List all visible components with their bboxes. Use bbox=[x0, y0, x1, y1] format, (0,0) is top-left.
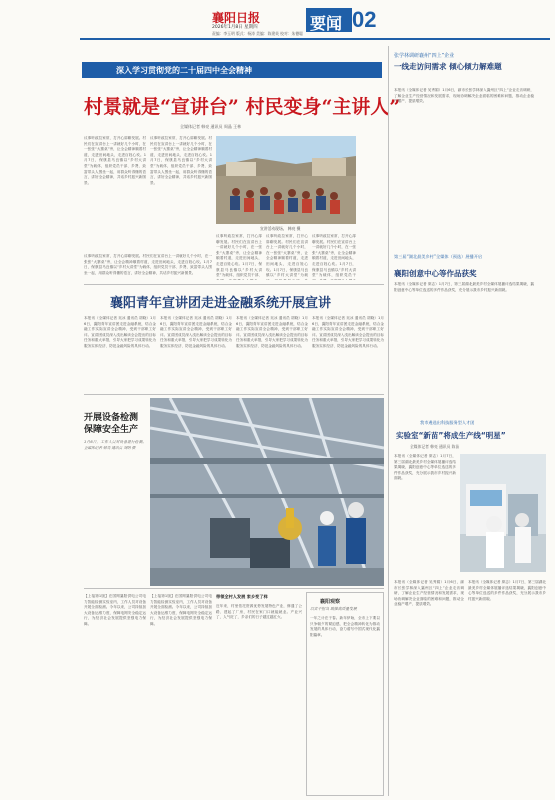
commentary-title: 襄阳观察 bbox=[320, 599, 341, 605]
bottom-left-body-col1: 【上接第1版】在国网襄阳供电公司电力智能检测实验室内，工作人员对设备开展全面检测。今年以来，公司持续加大设备运维力度，保障电网安全稳定运行，为经济社会发展提供坚强电力保障。 bbox=[84, 594, 146, 626]
right-bottom-body-col2: 本报讯（全媒体记者 廖志）1月7日，第三届湖北最美乡村全媒体展播评选结果揭晓，襄阳创意中心等单位选送的多件作品获奖，充分展示我市乡村振兴新面貌。 bbox=[468, 580, 546, 601]
bottom-mid-subhead: 带领全村人发展 家乡变了样 bbox=[216, 594, 268, 599]
lead-byline: 全媒体记者 韩亮 通讯员 周晶 王林 bbox=[180, 124, 242, 129]
second-headline: 襄阳青年宣讲团走进金融系统开展宣讲 bbox=[110, 296, 332, 311]
right-story2-body: 本报讯（全媒体记者 廖志）1月7日，第三届湖北最美乡村全媒体展播评选结果揭晓，襄阳创意中心等单位选送的多件作品获奖，充分展示我市乡村振兴新面貌。 bbox=[394, 282, 534, 292]
right-story1-body: 本报讯（全媒体记者 吴秀娟）1月6日，副市长张学林深入襄州区“四上”企业走访调研，了解企业生产经营情况和发展需求，现场协调解决企业面临的困难和问题，推动企业稳产增产、提质增效。 bbox=[394, 88, 534, 104]
lead-body-col5: 议事听政拉家常，打开心扉聊发展。村民们在宣讲台上一讲就好几个小时，在一张张“大寨桌”旁，让全会精神顺着村道，走进田间地头，走进百姓心坎。1月7日，保康县马良镇以“乡村大讲堂”为载 bbox=[266, 234, 308, 278]
paper-logo: 襄阳日报 bbox=[212, 11, 261, 25]
second-body-col4: 本报讯（全媒体记者 吴冰 通讯员 胡晓）1月6日，襄阳青年宣讲团走进金融系统，结合金融工作实际宣讲全会精神，受到干部职工好评。宣讲团成员深入浅出解读全会提出的目标任务和重大举措，引导大家把学习成果转化为服务实体经济、防范金融风险的具体行动。 bbox=[312, 316, 384, 348]
right-story2-headline: 襄阳创意中心等作品获奖 bbox=[394, 269, 477, 278]
lead-headline: 村景就是“宣讲台” 村民变身“主讲人” bbox=[84, 96, 401, 118]
divider-second bbox=[84, 394, 384, 395]
divider-lead bbox=[84, 284, 384, 285]
commentary-subtitle: 以实干担当 助推高质量发展 bbox=[310, 606, 357, 611]
right-column-rule bbox=[388, 46, 389, 796]
divider-bottom-left bbox=[84, 588, 384, 589]
bottom-left-headline: 开展设备检测 保障安全生产 bbox=[84, 413, 139, 435]
lead-body-col1: 议事听政拉家常，打开心扉聊发展。村民们在宣讲台上一讲就好几个小时，在一张张“大寨桌”旁，让全会精神顺着村道，走进田间地头，走进百姓心坎。1月7日，保康县马良镇以“乡村大讲堂”为载体，组织党员干部、乡贤、致富带头人围坐一起，用群众听得懂的语言，讲好全会精神，共话乡村振兴新图景。 bbox=[84, 136, 146, 185]
masthead bbox=[0, 0, 555, 40]
right-story1-kicker: 张学林调研襄州“四上”企业 bbox=[394, 53, 455, 59]
lead-body-col6: 议事听政拉家常，打开心扉聊发展。村民们在宣讲台上一讲就好几个小时，在一张张“大寨桌”旁，让全会精神顺着村道，走进田间地头，走进百姓心坎。1月7日，保康县马良镇以“乡村大讲堂”为载体，组织党员干 bbox=[312, 234, 356, 278]
second-body-col3: 本报讯（全媒体记者 吴冰 通讯员 胡晓）1月6日，襄阳青年宣讲团走进金融系统，结合金融工作实际宣讲全会精神，受到干部职工好评。宣讲团成员深入浅出解读全会提出的目标任务和重大举措，引导大家把学习成果转化为服务实体经济、防范金融风险的具体行动。 bbox=[236, 316, 308, 348]
lead-photo-caption: 宣讲活动现场。 韩亮 摄 bbox=[260, 226, 301, 231]
right-story3-body: 本报讯（全媒体记者 廖志）1月7日，第三届湖北最美乡村全媒体展播评选结果揭晓，襄阳创意中心等单位选送的多件作品获奖，充分展示我市乡村振兴新面貌。 bbox=[394, 454, 456, 481]
right-story3-kicker: 我市遴选出科技服务型人才团 bbox=[420, 420, 475, 425]
lead-body-col2: 议事听政拉家常，打开心扉聊发展。村民们在宣讲台上一讲就好几个小时，在一张张“大寨桌”旁，让全会精神顺着村道，走进田间地头，走进百姓心坎。1月7日，保康县马良镇以“乡村大讲堂”为载体，组织党员干部、乡贤、致富带头人围坐一起，用群众听得懂的语言，讲好全会精神，共话乡村振兴新图景。 bbox=[150, 136, 212, 185]
page-number: 02 bbox=[352, 7, 377, 32]
section-title: 要闻 bbox=[310, 14, 343, 33]
right-bottom-body-col1: 本报讯（全媒体记者 吴秀娟）1月6日，副市长张学林深入襄州区“四上”企业走访调研，了解企业生产经营情况和发展需求，现场协调解决企业面临的困难和问题，推动企业稳产增产、提质增效。 bbox=[394, 580, 464, 607]
right-story3-byline: 全媒体记者 韩亮 通讯员 陈苗 bbox=[410, 444, 460, 449]
lead-photo bbox=[216, 136, 356, 224]
bottom-left-body-col2: 【上接第1版】在国网襄阳供电公司电力智能检测实验室内，工作人员对设备开展全面检测。今年以来，公司持续加大设备运维力度，保障电网安全稳定运行，为经济社会发展提供坚强电力保障。 bbox=[150, 594, 212, 626]
bottom-mid-body: 近年来，村里依托资源优势发展特色产业，修通了公路、建起了厂房，村民在家门口就能就业。产业兴了，人气旺了，乡亲们的日子越过越红火。 bbox=[216, 604, 302, 620]
lab-photo bbox=[460, 454, 546, 572]
second-body-col1: 本报讯（全媒体记者 吴冰 通讯员 胡晓）1月6日，襄阳青年宣讲团走进金融系统，结合金融工作实际宣讲全会精神，受到干部职工好评。宣讲团成员深入浅出解读全会提出的目标任务和重大举措，引导大家把学习成果转化为服务实体经济、防范金融风险的具体行动。 bbox=[84, 316, 156, 348]
factory-photo bbox=[150, 398, 384, 586]
lead-body-col4: 议事听政拉家常，打开心扉聊发展。村民们在宣讲台上一讲就好几个小时，在一张张“大寨桌”旁，让全会精神顺着村道，走进田间地头，走进百姓心坎。1月7日，保康县马良镇以“乡村大讲堂”为载体，组织党员干部、 bbox=[216, 234, 262, 278]
date-line: 2026年1月8日 星期四 bbox=[212, 25, 258, 30]
commentary-body: 一年之计在于春。新年伊始，全市上下要以只争朝夕的紧迫感，把全会精神转化为推动发展的具体行动，奋力谱写中国式现代化襄阳篇章。 bbox=[310, 616, 380, 637]
lead-body-col3: 议事听政拉家常，打开心扉聊发展。村民们在宣讲台上一讲就好几个小时，在一张张“大寨桌”旁，让全会精神顺着村道，走进田间地头，走进百姓心坎。1月7日，保康县马良镇以“乡村大讲堂”为载体，组织党员干部、乡贤、致富带头人围坐一起，用群众听得懂的语言，讲好全会精神，共话乡村振兴新图景。 bbox=[84, 254, 212, 275]
bottom-left-caption: 1月6日，工作人员对设备进行检测。 全媒体记者 韩亮 通讯员 刘明 摄 bbox=[84, 440, 146, 450]
right-story2-kicker: 第三届“湖北最美乡村”全媒体（预选）展播开启 bbox=[394, 254, 483, 259]
theme-banner-text: 深入学习贯彻党的二十届四中全会精神 bbox=[116, 66, 252, 75]
editor-line: 责编：李玉明 版式：杨涛 美编：陈建英 校对：朱德聪 bbox=[212, 31, 303, 36]
second-body-col2: 本报讯（全媒体记者 吴冰 通讯员 胡晓）1月6日，襄阳青年宣讲团走进金融系统，结合金融工作实际宣讲全会精神，受到干部职工好评。宣讲团成员深入浅出解读全会提出的目标任务和重大举措，引导大家把学习成果转化为服务实体经济、防范金融风险的具体行动。 bbox=[160, 316, 232, 348]
right-story1-headline: 一线走访问需求 倾心倾力解难题 bbox=[394, 62, 502, 71]
right-story3-headline: 实验室“新苗”将成生产线“明星” bbox=[396, 431, 506, 440]
masthead-rule bbox=[80, 38, 550, 40]
